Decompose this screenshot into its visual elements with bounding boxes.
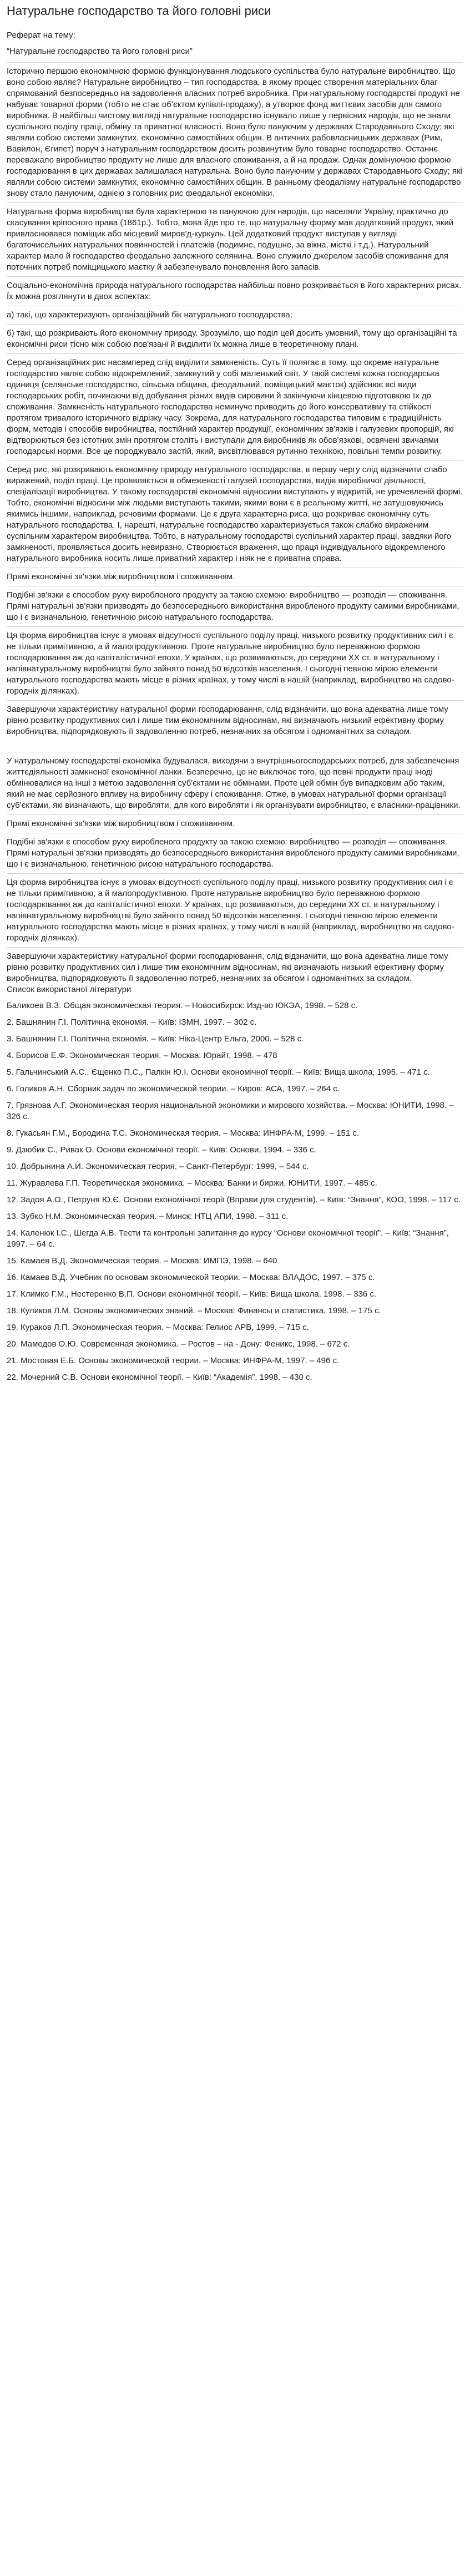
body-paragraph: Серед організаційних рис насамперед слід виділити замкненість. Суть її полягає в тому, що окреме натуральне господарство являє собою відокремлений, замкнутий у собі маленький світ. У такій системі кожна господарська одиниця (селянське господарство, сільська община, феодальний, поміщицький маєток) здійснює всі види господарських робіт, починаючи від добування різних видів сировини й закінчуючи кінцевою підготовкою їх до споживання. Замкненість натурального господарства неминуче приводить до його консервативму та стійкості протягом тривалого історичного відрізку часу. Зокрема, для натурального господарства типовим є традиційність форм, методів і способів виробництва, постійний характер продукції, економічних зв'язків і галузевих пропорцій, які відтворюються без істотних змін протягом століть і виступали для виробників як обов'язкові, освячені звичаями господарські норми. Все це породжувало застій, який, висвітлювався рутинно технікою, повільні темпи розвитку. [7,353,463,457]
body-paragraph: Прямі економічні зв'язки між виробництвом і споживанням. [7,568,463,583]
body-paragraph: У натуральному господарстві економіка будувалася, виходячи з внутрішньогосподарських потреб, для забезпечення життєдіяльності замкненої економічної ланки. Безперечно, це не виключає того, що певні продукти праці іноді обмінювалися на інші з метою задоволення суб'єктами не обмінами. Проте цей обмін був випадковим або таким, який не має серйозного впливу на виробничу сферу і споживання. Отже, в умовах натуральної форми організації суб'єктами, які визначають, що виробляти, для кого виробляти і як організувати виробництво, є власники-працівники. [7,752,463,811]
body-paragraph: Ця форма виробництва існує в умовах відсутності суспільного поділу праці, низького розвитку продуктивних сил і є не тільки примітивною, а й малопродуктивною. Проте натуральне виробництво було переважною формою господарювання аж до капіталістичної епохи. У країнах, що розвиваються, до середини XX ст. в натуральному і напівнатуральному виробництві було зайнято понад 50 відсотків населення. І сьогодні певною мірою елементи натурального господарства мають місце в різних країнах, у тому числі в нашій (наприклад, виробництво на садово-городніх ділянках). [7,626,463,697]
body-paragraph: Подібні зв'язки є способом руху виробленого продукту за такою схемою: виробництво — розподіл — споживання. Прямі натуральні зв'язки призводять до безпосереднього використання виробленого продукту самими виробниками, що і є визначальною, генетичною рисою натурального господарства. [7,586,463,623]
reference-list [7,1000,463,1383]
body-paragraph: Завершуючи характеристику натуральної форми господарювання, слід відзначити, що вона адекватна лише тому рівню розвитку продуктивних сил і лише тим економічним відносинам, які визначають низький ефективну форму виробництва, підпорядковують її задоволенню потреб, незначних за обсягом і одноманітних за складом. [7,700,463,737]
reference-item: 12. Задоя А.О., Петруня Ю.Є. Основи економічної теорії (Вправи для студентів). – Київ: “Знання”, КОО, 1998. – 117 с. [7,1195,461,1205]
reference-item: 7. Грязнова А.Г. Экономическая теория национальной экономики и мирового хозяйства. – Москва: ЮНИТИ, 1998. – 326 с. [7,1101,454,1121]
reference-item: 19. Кураков Л.П. Экономическая теория. – Москва: Гелиос АРВ, 1999. – 715 с. [7,1323,309,1332]
document-body [7,62,463,995]
reference-item: 3. Башнянин Г.І. Політична економія. – Київ: Ніка-Центр Ельга, 2000. – 528 с. [7,1034,304,1044]
body-paragraph: Натуральна форма виробництва була характерною та пануючою для народів, що населяли Україну, практично до скасування кріпосного права (1861р.). Тобто, мова йде про те, що натуральну форму мав додатковий продукт, який привласнювався поміщик або місцевий миров'д-куркуль. Цей додатковий продукт виступав у вигляді багаточисельних натуральних повинностей і платежів (подимне, подушне, за вікна, місткі і т.д.). Натуральний характер мало й господарство феодально залежного селянина. Воно служило джерелом засобів споживання для поточних потреб поміщицького маєтку й забезпечувало поновлення його запасів. [7,203,463,273]
abstract-topic: “Натуральне господарство та його головні риси” [7,47,193,56]
body-paragraph: б) такі, що розкривають його економічну природу. Зрозуміло, що поділ цей досить умовний, тому що організаційні та економічні риси тісно між собою пов'язані й виділити їх можна лише в теоретичному плані. [7,324,463,350]
reference-item: 9. Дзюбик С., Ривак О. Основи економічної теорії. – Київ: Основи, 1994. – 336 с. [7,1145,316,1155]
body-paragraph: Список використаної літератури [7,985,132,994]
reference-item: 21. Мостовая Е.Б. Основы экономической теории. – Москва: ИНФРА-М, 1997. – 496 с. [7,1356,340,1365]
reference-item: 4. Борисов Е.Ф. Экономическая теория. – Москва: Юрайт, 1998. – 478 [7,1051,277,1060]
body-paragraph: Подібні зв'язки є способом руху виробленого продукту за такою схемою: виробництво — розподіл — споживання. Прямі натуральні зв'язки призводять до безпосереднього використання виробленого продукту самими виробниками, що і є визначальною, генетичною рисою натурального господарства. [7,833,463,870]
body-paragraph: Серед рис, які розкривають економічну природу натурального господарства, в першу чергу слід відзначити слабо виражений, поділ праці. Це проявляється в обмеженості галузей господарства, видів виробничої діяльності, спеціалізації виробництва. У такому господарстві економічні відносини виступають у відкритій, не уречевленій формі. Тобто, економічні відносини між людьми виступають такими, якими вони є в реальному житті, не затушовуючись якимись іншими, наприклад, речовими формами. Це є друга характерна риса, що розкриває економічну суть натурального господарства. І, нарешті, натуральне господарство характеризується також слабко вираженим суспільним характером виробництва. Тобто, в натуральному господарстві суспільний характер праці, завдяки його замкненості, проявляється досить невиразно. Створюється враження, що праця індивідуального відокремленого натурального виробника носить лише приватний характер і ніяк не є приватна справа. [7,460,463,564]
reference-item: 15. Камаев В.Д. Экономическая теория. – Москва: ИМПЭ, 1998. – 640 [7,1256,277,1266]
reference-item: 22. Мочерний С.В. Основи економічної теорії. – Київ: “Академія”, 1998. – 430 с. [7,1373,312,1382]
page-title: Натуральне господарство та його головні риси [7,4,271,18]
body-paragraph: Історично першою економічною формою функціонування людського суспільства було натуральне виробництво. Що воно собою являє? Натуральне виробництво – тип господарства, в якому процес створення матеріальних благ спрямований безпосередньо на задоволення власних потреб виробника. При натуральному господарстві продукт не набуває товарної форми (тобто не стає об’єктом купівлі-продажу), а утворює фонд життєвих засобів для самого виробника. В найбільш чистому вигляді натуральне господарство існувало лише у первісних народів, що не знали суспільного поділу праці, обміну та приватної власності. Воно було пануючим у державах Стародавнього Сходу; які являли собою системи замкнутих, економічно самостійних общин. В античних рабовласницьких державах (Рим, Вавилон, Єгипет) поруч з натуральним господарством досить розвинутим було товарне господарство. Останнє переважало виробництво продукту не лише для власного споживання, а й на продаж. Однак домінуючою формою господарювання в цих державах залишалася натуральна. Воно було пануючим у державах Стародавнього Сходу; які являли собою системи замкнутих, економічно самостійних общин. В ранньому феодалізму натуральне господарство знову стало пануючим, однією з головних рис феодальної економіки. [7,62,463,199]
reference-item: 14. Каленюк І.С., Шегда А.В. Тести та контрольні запитання до курсу “Основи економічної теорії”. – Київ: “Знання”, 1997. – 64 с. [7,1228,449,1249]
reference-item: 20. Мамедов О.Ю. Современная экономика. – Ростов – на - Дону: Феникс, 1998. – 672 с. [7,1339,350,1349]
reference-item: 8. Гукасьян Г.М., Бородина Т.С. Экономическая теория. – Москва: ИНФРА-М, 1999. – 151 с. [7,1128,360,1138]
reference-item: 10. Добрынина А.И. Экономическая теория. – Санкт-Петербург: 1999, – 544 с. [7,1162,309,1171]
reference-item: Баликоев В.З. Общая экономическая теория. – Новосибирск: Изд-во ЮКЭА, 1998. – 528 с. [7,1001,358,1010]
reference-item: 17. Климко Г.М., Нестеренко В.П. Основи економічної теорії. – Київ: Вища школа, 1998. – 336 с. [7,1289,377,1299]
reference-item: 5. Гальчинський А.С., Єщенко П.С., Палкін Ю.І. Основи економічної теорії. – Київ: Вища школа, 1995. – 471 с. [7,1067,430,1077]
reference-item: 2. Башнянин Г.І. Політична економія. – Київ: ІЗМН, 1997. – 302 с. [7,1018,257,1027]
reference-item: 18. Куликов Л.М. Основы экономических знаний. – Москва: Финансы и статистика, 1998. – 175 с. [7,1306,381,1315]
body-paragraph: Прямі економічні зв'язки між виробництвом і споживанням. [7,814,463,829]
reference-item: 16. Камаев В.Д. Учебник по основам экономической теории. – Москва: ВЛАДОС, 1997. – 375 с. [7,1273,375,1282]
section-gap [7,737,463,748]
reference-item: 13. Зубко Н.М. Экономическая теория. – Минск: НТЦ АПИ, 1998. – 311 с. [7,1212,289,1221]
body-paragraph: Ця форма виробництва існує в умовах відсутності суспільного поділу праці, низького розвитку продуктивних сил і є не тільки примітивною, а й малопродуктивною. Проте натуральне виробництво було переважною формою господарювання аж до капіталістичної епохи. У країнах, що розвиваються, до середини XX ст. в натуральному і напівнатуральному виробництві було зайнято понад 50 відсотків населення. І сьогодні певною мірою елементи натурального господарства мають місце в різних країнах, у тому числі в нашій (наприклад, виробництво на садово-городніх ділянках). [7,873,463,944]
body-paragraph: а) такі, що характеризують організаційний бік натурального господарства; [7,306,463,321]
abstract-label: Реферат на тему: [7,31,75,40]
body-paragraph: Завершуючи характеристику натуральної форми господарювання, слід відзначити, що вона адекватна лише тому рівню розвитку продуктивних сил і лише тим економічним відносинам, які визначають низький ефективну форму виробництва, підпорядковують її задоволенню потреб, незначних за обсягом і одноманітних за складом. [7,947,463,984]
reference-item: 11. Журавлева Г.П. Теоретическая экономика. – Москва: Банки и биржи, ЮНИТИ, 1997. – 485 с. [7,1178,377,1188]
body-paragraph: Соціально-економічна природа натурального господарства найбільш повно розкривається в його характерних рисах. Їх можна розглянути в двох аспектах: [7,276,463,302]
reference-item: 6. Голиков А.Н. Сборник задач по экономической теории. – Киров: АСА, 1997. – 264 с. [7,1084,340,1094]
